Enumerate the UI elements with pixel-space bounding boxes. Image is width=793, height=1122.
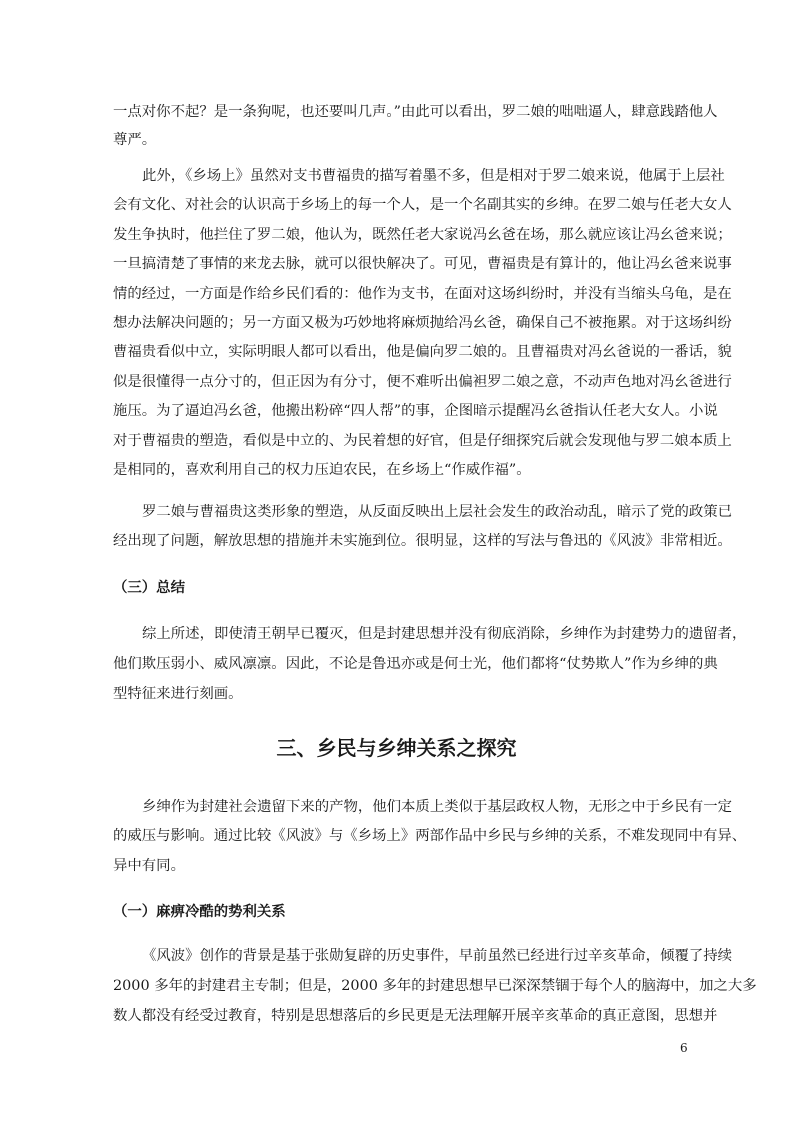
paragraph-4-line-3: 型特征来进行刻画。	[113, 686, 243, 702]
subheading-numb-relationship: （一）麻痹冷酷的势利关系	[113, 904, 286, 920]
subheading-summary: （三）总结	[113, 580, 185, 596]
section-title: 三、乡民与乡绅关系之探究	[276, 736, 517, 760]
paragraph-2-line-9: 施压。为了逼迫冯幺爸，他搬出粉碎“四人帮”的事，企图暗示提醒冯幺爸指认任老大女人。小说	[113, 403, 718, 419]
paragraph-2-line-6: 想办法解决问题的；另一方面又极为巧妙地将麻烦抛给冯幺爸，确保自己不被拖累。对于这场纠纷	[113, 315, 732, 331]
paragraph-4-line-2: 他们欺压弱小、威风凛凛。因此，不论是鲁迅亦或是何士光，他们都将“仗势欺人”作为乡绅的典	[113, 656, 718, 672]
paragraph-2-line-5: 情的经过，一方面是作给乡民们看的：他作为支书，在面对这场纠纷时，并没有当缩头乌龟，是在	[113, 286, 732, 302]
paragraph-1-line-2: 尊严。	[113, 132, 157, 148]
paragraph-5-line-2: 的威压与影响。通过比较《风波》与《乡场上》两部作品中乡民与乡绅的关系，不难发现同中有异、	[113, 828, 747, 844]
paragraph-2-line-1: 此外，《乡场上》虽然对支书曹福贵的描写着墨不多，但是相对于罗二娘来说，他属于上层社	[142, 168, 725, 184]
paragraph-2-line-2: 会有文化、对社会的认识高于乡场上的每一个人，是一个名副其实的乡绅。在罗二娘与任老大女人	[113, 197, 732, 213]
paragraph-5-line-1: 乡绅作为封建社会遗留下来的产物，他们本质上类似于基层政权人物，无形之中于乡民有一定	[142, 799, 733, 815]
paragraph-6-line-1: 《风波》创作的背景是基于张勋复辟的历史事件，早前虽然已经进行过辛亥革命，倾覆了持续	[142, 948, 733, 964]
paragraph-6-line-2: 2000 多年的封建君主专制；但是，2000 多年的封建思想早已深深禁锢于每个人的脑海中，加之大多	[113, 978, 757, 994]
paragraph-3-line-2: 经出现了问题，解放思想的措施并未实施到位。很明显，这样的写法与鲁迅的《风波》非常相近。	[113, 533, 732, 549]
paragraph-4-line-1: 综上所述，即使清王朝早已覆灭，但是封建思想并没有彻底消除，乡绅作为封建势力的遗留者，	[142, 626, 747, 642]
paragraph-2-line-7: 曹福贵看似中立，实际明眼人都可以看出，他是偏向罗二娘的。且曹福贵对冯幺爸说的一番话，貌	[113, 344, 732, 360]
paragraph-2-line-10: 对于曹福贵的塑造，看似是中立的、为民着想的好官，但是仔细探究后就会发现他与罗二娘本质上	[113, 433, 732, 449]
page-number: 6	[680, 1041, 688, 1055]
paragraph-2-line-8: 似是很懂得一点分寸的，但正因为有分寸，便不难听出偏袒罗二娘之意，不动声色地对冯幺爸进行	[113, 374, 732, 390]
paragraph-5-line-3: 异中有同。	[113, 858, 185, 874]
paragraph-1-line-1: 一点对你不起？是一条狗呢，也还要叫几声。”由此可以看出，罗二娘的咄咄逼人，肆意践踏他人	[113, 104, 718, 120]
paragraph-2-line-11: 是相同的，喜欢利用自己的权力压迫农民，在乡场上“作威作福”。	[113, 462, 531, 478]
paragraph-6-line-3: 数人都没有经受过教育，特别是思想落后的乡民更是无法理解开展辛亥革命的真正意图，思想并	[113, 1008, 718, 1024]
paragraph-2-line-4: 一旦搞清楚了事情的来龙去脉，就可以很快解决了。可见，曹福贵是有算计的，他让冯幺爸来说事	[113, 256, 732, 272]
paragraph-3-line-1: 罗二娘与曹福贵这类形象的塑造，从反面反映出上层社会发生的政治动乱，暗示了党的政策已	[142, 504, 733, 520]
paragraph-2-line-3: 发生争执时，他拦住了罗二娘，他认为，既然任老大家说冯幺爸在场，那么就应该让冯幺爸来说；	[113, 227, 732, 243]
